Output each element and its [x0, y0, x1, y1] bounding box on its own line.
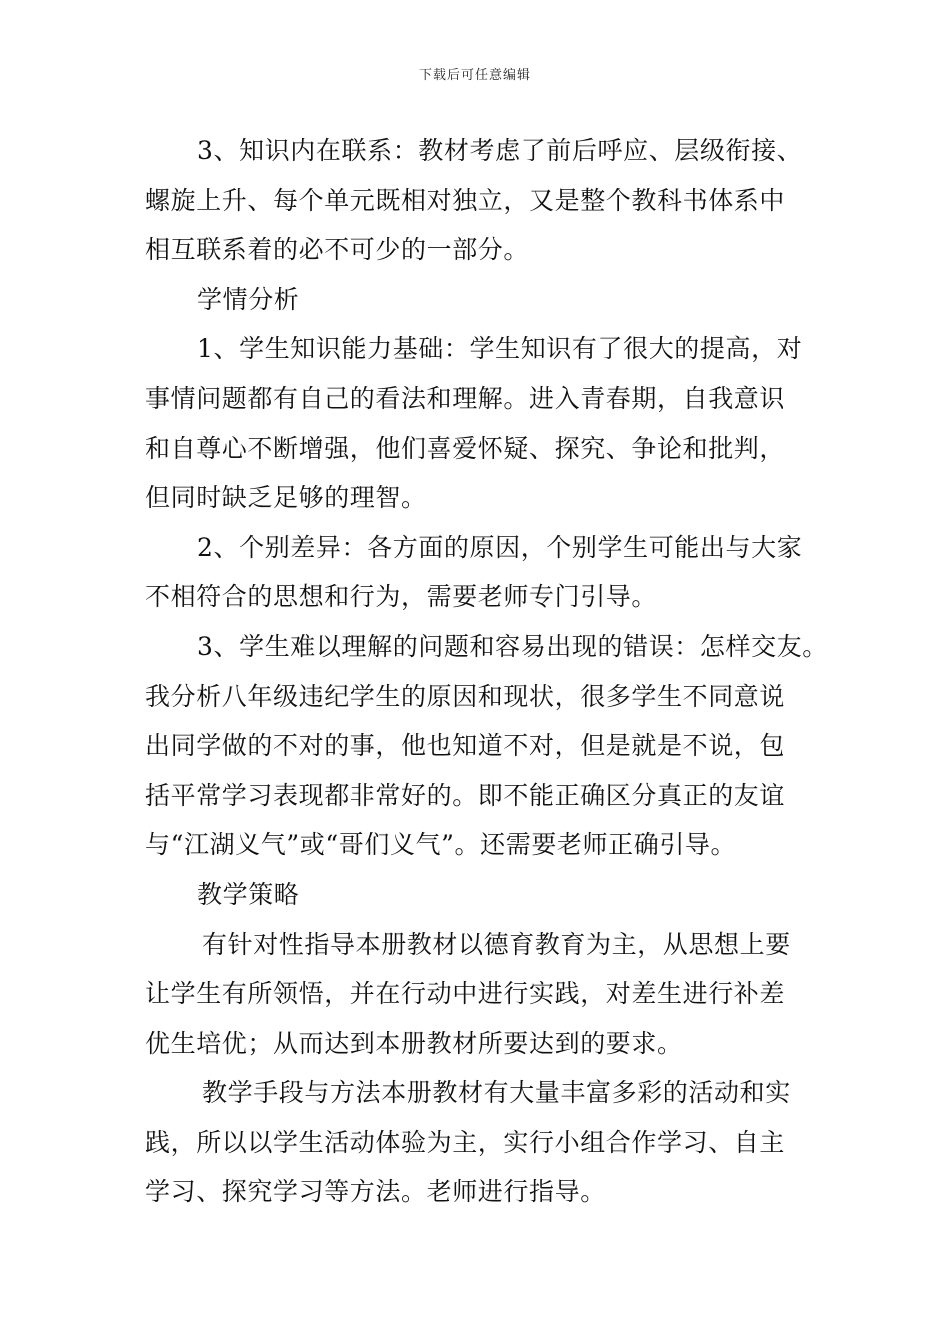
text-line: 事情问题都有自己的看法和理解。进入青春期，自我意识	[145, 383, 786, 413]
text-line: 螺旋上升、每个单元既相对独立，又是整个教科书体系中	[145, 185, 786, 215]
text-line: 出同学做的不对的事，他也知道不对，但是就是不说，包	[145, 731, 786, 761]
text-line: 和自尊心不断增强，他们喜爱怀疑、探究、争论和批判，	[145, 433, 786, 463]
text-line: 教学手段与方法本册教材有大量丰富多彩的活动和实	[202, 1078, 791, 1108]
text-line: 2、个别差异：各方面的原因，个别学生可能出与大家	[197, 532, 803, 562]
text-line: 与“江湖义气”或“哥们义气”。还需要老师正确引导。	[145, 830, 737, 860]
document-body	[145, 126, 828, 1217]
text-line: 学习、探究学习等方法。老师进行指导。	[145, 1177, 606, 1207]
text-line: 不相符合的思想和行为，需要老师专门引导。	[145, 582, 658, 612]
text-line: 3、知识内在联系：教材考虑了前后呼应、层级衔接、	[197, 136, 803, 165]
text-line: 有针对性指导本册教材以德育教育为主，从思想上要	[202, 929, 791, 959]
text-line: 优生培优；从而达到本册教材所要达到的要求。	[145, 1028, 683, 1058]
text-line: 让学生有所领悟，并在行动中进行实践，对差生进行补差	[145, 979, 786, 1009]
text-line: 相互联系着的必不可少的一部分。	[145, 235, 530, 265]
text-line: 1、学生知识能力基础：学生知识有了很大的提高，对	[197, 334, 803, 364]
section-heading-teaching-strategy: 教学策略	[197, 879, 300, 909]
text-line: 但同时缺乏足够的理智。	[145, 483, 427, 513]
text-line: 括平常学习表现都非常好的。即不能正确区分真正的友谊	[145, 780, 786, 810]
text-line: 践，所以以学生活动体验为主，实行小组合作学习、自主	[145, 1127, 786, 1157]
text-line: 3、学生难以理解的问题和容易出现的错误：怎样交友。	[197, 631, 828, 661]
page-header: 下载后可任意编辑	[418, 68, 531, 83]
text-line: 我分析八年级违纪学生的原因和现状，很多学生不同意说	[145, 681, 786, 711]
section-heading-learning-analysis: 学情分析	[197, 284, 300, 314]
